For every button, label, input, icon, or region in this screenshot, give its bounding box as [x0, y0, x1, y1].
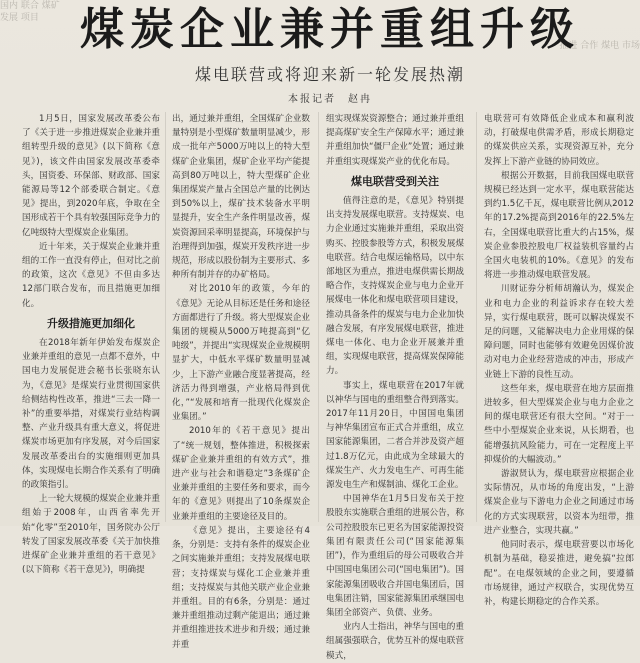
article-column-1 — [22, 112, 160, 576]
bleed-through-text-left: 国内 联合 煤矿 发展 项目 — [0, 1, 60, 23]
column-divider — [476, 112, 477, 522]
article-subheadline: 煤电联营或将迎来新一轮发展热潮 — [194, 65, 465, 84]
section-heading: 升级措施更加细化 — [47, 316, 135, 330]
article-headline: 煤炭企业兼并重组升级 — [80, 4, 580, 55]
paragraph: 《意见》提出，主要途径有4条，分别是：支持有条件的煤炭企业之间实施兼并重组；支持发展煤电联营；支持煤炭与煤化工企业兼并重组；支持煤炭与其他关联产业企业兼并重组。目的有6条，分别是：通过兼并重组推动过剩产能退出；通过兼并重组推进技术进步和升级；通过兼并重 — [172, 525, 310, 650]
article-column-2 — [172, 112, 310, 650]
paragraph: 他同时表示，煤电联营要以市场化机制为基础，稳妥推进，避免搞“拉郎配”。在电煤领域的企业之间，要遵循市场规律，通过产权联合，实现优势互补，构建长期稳定的合作关系。 — [484, 540, 634, 607]
paragraph: 出，通过兼并重组，全国煤矿企业数量特别是小型煤矿数量明显减少，形成一批年产5000万吨以上的特大型煤矿企业集团，煤矿企业平均产能提高到80万吨以上，特大型煤矿企业集团煤炭产量占全国总产量的比例达到50%以上，煤矿技术装备水平明显提升，安全生产条件明显改善，煤炭资源回采率明显提高，环境保护与治理得到加强，煤炭开发秩序进一步规范，形成以股份制为主要形式、多种所有制并存的办矿格局。 — [172, 114, 310, 281]
paragraph: 业内人士指出，神华与国电的重组属强强联合，优势互补的煤电联营模式， — [326, 622, 464, 661]
paragraph: 在2018年新年伊始发布煤炭企业兼并重组的意见一点都不意外，中国电力发展促进会秘书长张晓东认为，《意见》是煤炭行业贯彻国家供给侧结构性改革，推进“三去一降一补”的重要举措，对煤炭行业结构调整、产业升级具有重大意义，将促进煤炭市场更加有序发展，对今后国家发展改革委出台的实施细则更加具体，实现煤电长期合作关系有了明确的政策指引。 — [22, 338, 160, 491]
paragraph: 值得注意的是，《意见》特别提出支持发展煤电联营。支持煤炭、电力企业通过实施兼并重组，采取出资购买、控股参股等方式，积极发展煤电联营。结合电煤运输格局，以中东部地区为重点，推进电煤供需长期战略合作，支持煤炭企业与电力企业开展煤电一体化和煤电联营项目建设，推动具备条件的煤炭与电力企业加快融合发展，有序发展煤电联营，推进煤电一体化、电力企业开展兼并重组，实现煤电联营，提高煤炭保障能力。 — [326, 196, 464, 377]
paragraph: 川财证券分析师胡瀚认为，煤炭企业和电力企业的利益诉求存在较大差异，实行煤电联营，既可以解决煤炭不足的问题，又能解决电力企业用煤的保障问题，同时也能够有效避免因煤价波动对电力企业经营造成的冲击，形成产业链上下游的良性互动。 — [484, 284, 634, 380]
paragraph: 中国神华在1月5日发布关于控股股东实施联合重组的进展公告，称公司控股股东已更名为国家能源投资集团有限责任公司(“国家能源集团”)，作为重组后的母公司吸收合并中国国电集团公司(“国电集团”)。国家能源集团吸收合并国电集团后，国电集团注销，国家能源集团承继国电集团全部资产、负债、业务。 — [326, 494, 464, 618]
paragraph: 根据公开数据，目前我国煤电联营规模已经达到一定水平，煤电联营能达到约1.5亿千瓦，煤电联营比例从2012年的17.2%提高到2016年的22.5%左右，全国煤电联营比重大约占15%，煤炭企业参股控股电厂权益装机容量约占全国火电装机的10%。《意见》的发布将进一步推动煤电联营发展。 — [484, 170, 634, 281]
paragraph: 电联营可有效降低企业成本和赢利波动，打破煤电供需矛盾，形成长期稳定的煤炭供应关系，实现资源互补，充分发挥上下游产业链的协同效应。 — [484, 114, 634, 167]
paragraph: 组实现煤炭资源整合；通过兼并重组提高煤矿安全生产保障水平；通过兼并重组加快“僵尸企业”处置；通过兼并重组实现煤炭产业的优化布局。 — [326, 114, 464, 167]
section-heading: 煤电联营受到关注 — [351, 174, 439, 188]
article-column-4 — [484, 112, 634, 607]
paragraph: 近十年来，关于煤炭企业兼并重组的工作一直没有停止，但对比之前的政策，这次《意见》不但由多达12部门联合发布，而且措施更加细化。 — [22, 241, 160, 309]
paragraph: 1月5日，国家发展改革委公布了《关于进一步推进煤炭企业兼并重组转型升级的意见》(以下简称《意见》)，该文件由国家发展改革委牵头，国资委、环保部、财政部、国家能源局等12个部委联合制定。《意见》提出，到2020年底，争取在全国形成若干个具有较强国际竞争力的亿吨级特大型煤炭企业集团。 — [22, 114, 160, 238]
column-divider — [165, 112, 166, 522]
paragraph: 2010年的《若干意见》提出了“统一规划，整体推进，积极探索煤矿企业兼并重组的有效方式”，推进产业与社会和谐稳定”3条煤矿企业兼并重组的主要任务和要求，而今年的《意见》则提出了10条煤炭企业兼并重组的主要途径及目的。 — [172, 426, 310, 522]
paragraph: 上一轮大规模的煤炭企业兼并重组始于2008年，山西省率先开始“化零”至2010年，国务院办公厅转发了国家发展改革委《关于加快推进煤矿企业兼并重组的若干意见》(以下简称《若干意见》)，明确提 — [22, 494, 160, 576]
article-column-3 — [326, 112, 464, 661]
article-byline: 本报记者 赵冉 — [288, 94, 372, 105]
paragraph: 游淑贤认为，煤电联营应根据企业实际情况，从市场的角度出发，“上游煤炭企业与下游电力企业之间通过市场化的方式实现联营，以资本为纽带，推进产业整合，实现共赢。” — [484, 469, 634, 536]
paragraph: 对比2010年的政策，今年的《意见》无论从目标还是任务和途径方面都进行了升级。将大型煤炭企业集团的规模从5000万吨提高到“亿吨级”，并提出“实现煤炭企业规模明显扩大，中低水平煤矿数量明显减少，上下游产业融合度显著提高，经济活力得到增强，产业格局得到优化，”“发展和培育一批现代化煤炭企业集团。” — [172, 284, 310, 423]
column-divider — [318, 112, 319, 522]
paragraph: 这些年来，煤电联营在地方层面推进较多，但大型煤炭企业与电力企业之间的煤电联营还有很大空间。“对于一些中小型煤炭企业来说，从长期看，也能增强抗风险能力，可在一定程度上平抑煤价的大幅波动。” — [484, 383, 634, 465]
bleed-through-text-right: 推进 合作 煤电 市场 — [559, 41, 640, 51]
paragraph: 事实上，煤电联营在2017年就以神华与国电的重组整合得到落实。2017年11月20日，中国国电集团与神华集团宣布正式合并重组，成立国家能源集团，二者合并涉及资产超过1.8万亿元，由此成为全球最大的煤炭生产、火力发电生产、可再生能源发电生产和煤制油、煤化工企业。 — [326, 380, 464, 491]
